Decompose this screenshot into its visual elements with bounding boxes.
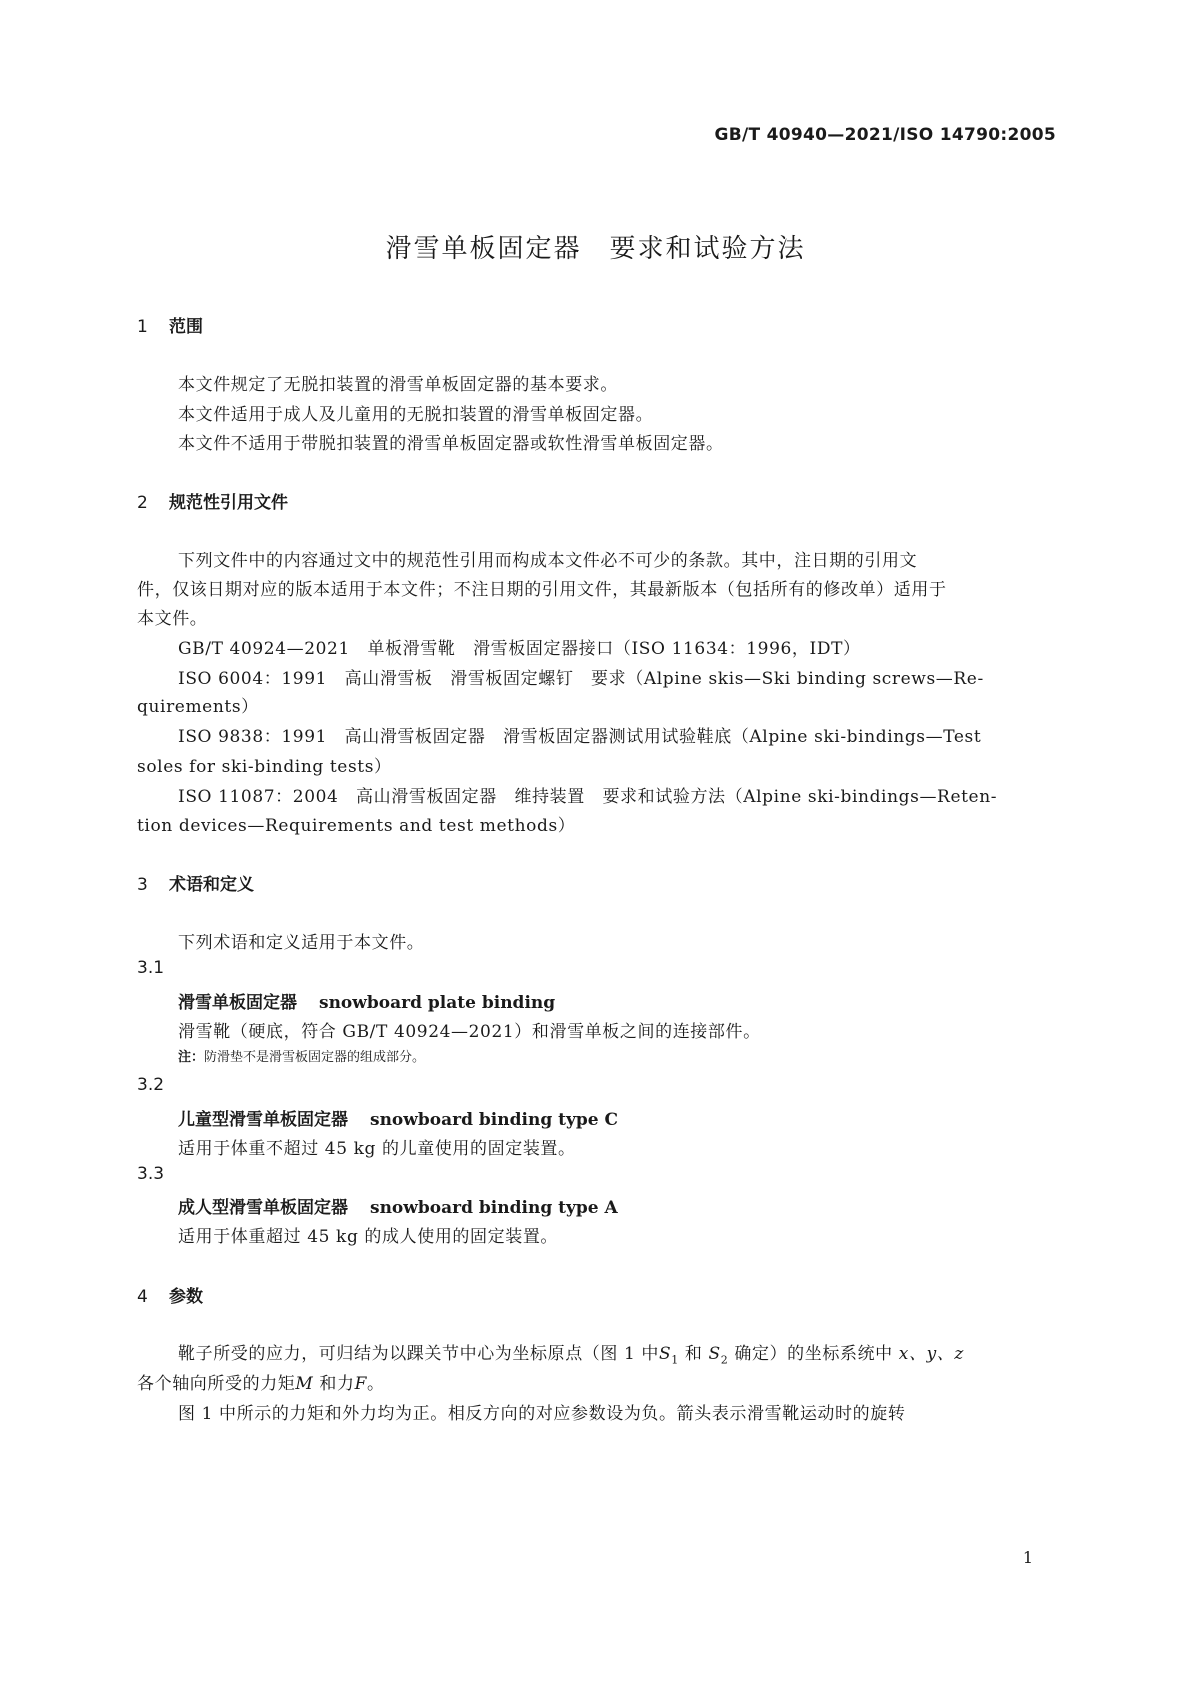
- normref-intro-1: 下列文件中的内容通过文中的规范性引用而构成本文件必不可少的条款。其中，注日期的引用文: [178, 551, 918, 571]
- section-title: 术语和定义: [169, 875, 254, 895]
- document-title: 滑雪单板固定器 要求和试验方法: [385, 234, 806, 264]
- section-title: 规范性引用文件: [169, 493, 288, 513]
- section-heading-4: [137, 1282, 203, 1307]
- term-zh: 滑雪单板固定器: [178, 993, 297, 1013]
- normref-iso-9838: ISO 9838：1991 高山滑雪板固定器 滑雪板固定器测试用试验鞋底（Alpine ski-bindings—Test: [178, 727, 982, 747]
- section-heading-3: [137, 870, 254, 895]
- term-heading: [178, 988, 555, 1013]
- term-zh: 成人型滑雪单板固定器: [178, 1198, 348, 1218]
- normref-intro-2: 件，仅该日期对应的版本适用于本文件；不注日期的引用文件，其最新版本（包括所有的修改单）适用于: [137, 580, 947, 600]
- scope-line-3: 本文件不适用于带脱扣装置的滑雪单板固定器或软性滑雪单板固定器。: [178, 434, 724, 454]
- term-en: snowboard binding type C: [370, 1110, 619, 1130]
- term-heading: [178, 1193, 618, 1218]
- scope-line-2: 本文件适用于成人及儿童用的无脱扣装置的滑雪单板固定器。: [178, 405, 654, 425]
- note-text: 防滑垫不是滑雪板固定器的组成部分。: [204, 1050, 426, 1065]
- term-definition: 滑雪靴（硬底，符合 GB/T 40924—2021）和滑雪单板之间的连接部件。: [178, 1022, 761, 1042]
- section-number: 4: [137, 1287, 148, 1307]
- section-title: 参数: [169, 1287, 203, 1307]
- normref-iso-6004: ISO 6004：1991 高山滑雪板 滑雪板固定螺钉 要求（Alpine skis—Ski binding screws—Re-: [178, 669, 984, 689]
- normref-iso-6004-cont: quirements）: [137, 697, 259, 717]
- params-line-2: 各个轴向所受的力矩M 和力F。: [137, 1374, 385, 1394]
- term-en: snowboard binding type A: [370, 1198, 618, 1218]
- section-title: 范围: [169, 317, 203, 337]
- term-number: 3.3: [137, 1164, 165, 1184]
- term-zh: 儿童型滑雪单板固定器: [178, 1110, 348, 1130]
- params-line-3: 图 1 中所示的力矩和外力均为正。相反方向的对应参数设为负。箭头表示滑雪靴运动时的旋转: [178, 1404, 906, 1424]
- term-note: [178, 1046, 425, 1065]
- section-number: 1: [137, 317, 148, 337]
- term-definition: 适用于体重不超过 45 kg 的儿童使用的固定装置。: [178, 1139, 576, 1159]
- term-en: snowboard plate binding: [319, 993, 556, 1013]
- normref-iso-9838-cont: soles for ski-binding tests）: [137, 757, 392, 777]
- section-heading-1: [137, 312, 203, 337]
- section-heading-2: [137, 488, 288, 513]
- normref-gbt-40924: GB/T 40924—2021 单板滑雪靴 滑雪板固定器接口（ISO 11634：1996，IDT）: [178, 639, 861, 659]
- page-number: 1: [1022, 1548, 1033, 1567]
- section-number: 3: [137, 875, 148, 895]
- note-label: 注：: [178, 1050, 205, 1065]
- term-number: 3.2: [137, 1075, 165, 1095]
- normref-intro-3: 本文件。: [137, 609, 208, 629]
- normref-iso-11087: ISO 11087：2004 高山滑雪板固定器 维持装置 要求和试验方法（Alpine ski-bindings—Reten-: [178, 787, 998, 807]
- axes-label: x、y、z: [898, 1344, 964, 1364]
- normref-iso-11087-cont: tion devices—Requirements and test methods）: [137, 816, 576, 836]
- standard-code: GB/T 40940—2021/ISO 14790:2005: [714, 125, 1056, 145]
- section-number: 2: [137, 493, 148, 513]
- params-line-1: 靴子所受的应力，可归结为以踝关节中心为坐标原点（图 1 中$S_1$ 和 $S_2$ 确定）的坐标系统中 x、y、z: [178, 1344, 964, 1367]
- terms-intro: 下列术语和定义适用于本文件。: [178, 933, 425, 953]
- scope-line-1: 本文件规定了无脱扣装置的滑雪单板固定器的基本要求。: [178, 375, 618, 395]
- term-heading: [178, 1105, 618, 1130]
- term-number: 3.1: [137, 958, 165, 978]
- term-definition: 适用于体重超过 45 kg 的成人使用的固定装置。: [178, 1227, 559, 1247]
